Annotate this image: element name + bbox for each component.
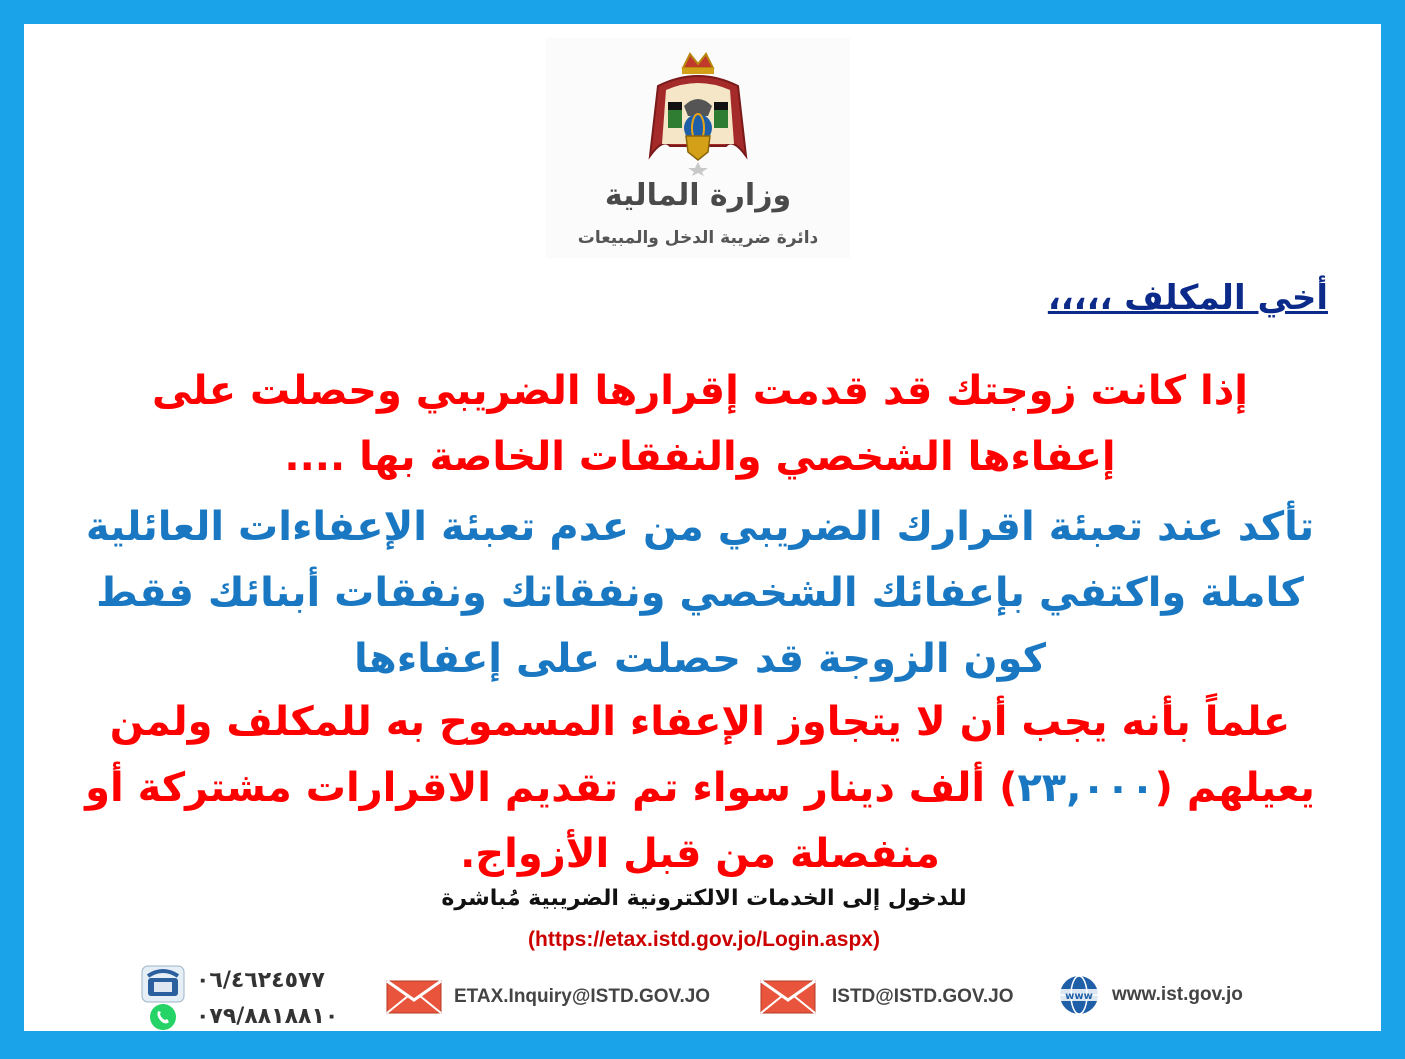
eservices-access-text: للدخول إلى الخدمات الالكترونية الضريبية مُباشرة [441, 886, 967, 911]
limit-text-before: علماً بأنه يجب أن لا يتجاوز الإعفاء المسموح به للمكلف ولمن يعيلهم ( [109, 699, 1315, 811]
email-icon-2 [760, 980, 816, 1014]
istd-email[interactable]: ISTD@ISTD.GOV.JO [832, 986, 1014, 1007]
ministry-name: وزارة المالية [604, 178, 792, 213]
email-icon [386, 980, 442, 1014]
royal-crest-icon [638, 46, 758, 176]
website-link[interactable]: www.ist.gov.jo [1112, 984, 1243, 1005]
paragraph-spouse-exemption: إذا كانت زوجتك قد قدمت إقرارها الضريبي وحصلت على إعفاءها الشخصي والنفقات الخاصة بها .... [151, 368, 1248, 480]
paragraph-exemption-limit [72, 689, 1328, 887]
exemption-amount: ٢٣,٠٠٠ [1017, 765, 1155, 811]
eservices-login-link[interactable]: (https://etax.istd.gov.jo/Login.aspx) [528, 928, 880, 951]
phone-number: ٠٦/٤٦٢٤٥٧٧ [196, 968, 325, 993]
department-name: دائرة ضريبة الدخل والمبيعات [577, 228, 819, 248]
phone-icon [140, 964, 186, 1004]
whatsapp-icon [148, 1002, 178, 1032]
svg-text:www: www [1065, 991, 1093, 1002]
ministry-logo [546, 38, 850, 258]
paragraph-filling-instructions: تأكد عند تعبئة اقرارك الضريبي من عدم تعبئة الإعفاءات العائلية كاملة واكتفي بإعفائك الشخصي ونفقاتك ونفقات أبنائك فقط كون الزوجة قد حصلت على إعفاءها [85, 504, 1315, 682]
globe-icon [1054, 974, 1104, 1016]
notice-panel [24, 24, 1381, 1031]
whatsapp-number: ٠٧٩/٨٨١٨٨١٠ [196, 1004, 339, 1029]
inquiry-email[interactable]: ETAX.Inquiry@ISTD.GOV.JO [454, 986, 711, 1007]
limit-text-after: ) ألف دينار سواء تم تقديم الاقرارات مشتركة أو منفصلة من قبل الأزواج. [85, 765, 1018, 877]
greeting-heading: أخي المكلف ،،،،، [1047, 278, 1328, 318]
